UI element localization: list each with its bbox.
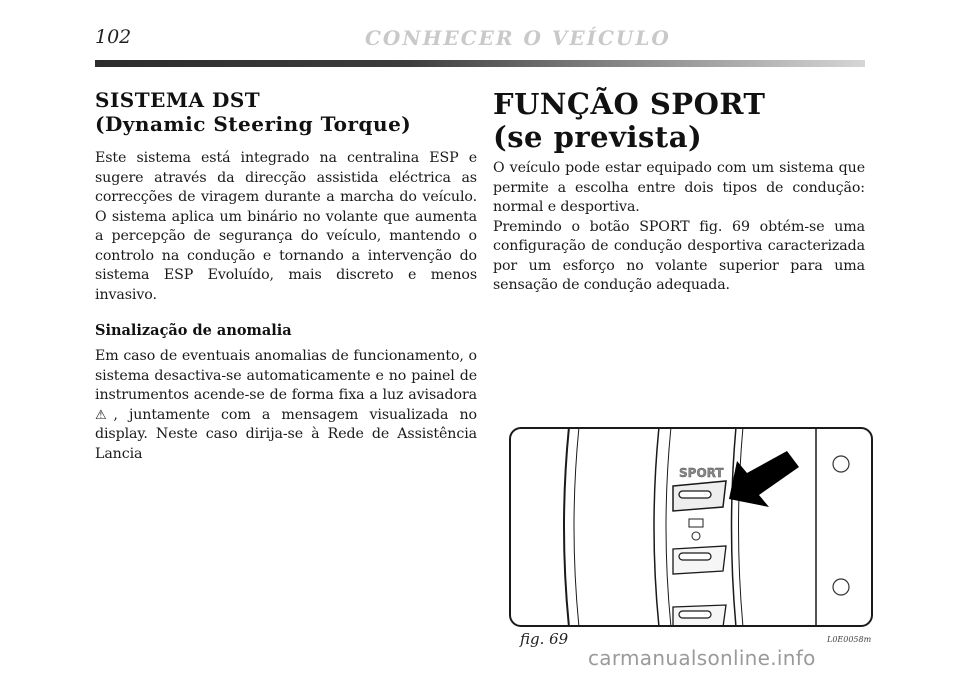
page-header [95, 26, 865, 56]
anomaly-body [95, 347, 477, 464]
sport-title-line2: (se prevista) [493, 120, 703, 154]
warning-triangle-icon: ⚠ [95, 407, 114, 423]
sport-title-line1: FUNÇÃO SPORT [493, 87, 766, 121]
header-rule [95, 60, 865, 67]
dst-title-line2: (Dynamic Steering Torque) [95, 112, 412, 136]
figure-caption: fig. 69 [520, 630, 569, 648]
watermark: carmanualsonline.info [588, 646, 816, 670]
anomaly-text-before: Em caso de eventuais anomalias de funcionamento, o sistema desactiva-se automaticamente e no painel de instrumentos acende-se de forma fixa a luz avisadora [95, 348, 477, 403]
sport-para-2: Premindo o botão SPORT fig. 69 obtém-se uma configuração de condução desportiva caracterizada por um esforço no volante superior para uma sensação de condução adequada. [493, 218, 865, 293]
section-title: CONHECER O VEÍCULO [365, 26, 671, 50]
anomaly-text-after: , juntamente com a mensagem visualizada no display. Neste caso dirija-se à Rede de Assistência Lancia [95, 406, 478, 462]
dst-column [95, 88, 477, 464]
dst-body: Este sistema está integrado na centralina ESP e sugere através da direcção assistida eléctrica as correcções de viragem durante a marcha do veículo. O sistema aplica um binário no volante que aumenta a percepção de segurança do veículo, mantendo o controlo na condução e tornando a intervenção do sistema ESP Evoluído, mais discreto e menos invasivo. [95, 150, 477, 303]
sport-button-label: SPORT [679, 466, 724, 480]
sport-column [493, 88, 865, 296]
pointer-arrow-icon [729, 451, 799, 507]
panel-screw-top [833, 456, 849, 472]
figure-69 [509, 427, 873, 627]
dst-title-line1: SISTEMA DST [95, 88, 261, 112]
dst-title [95, 88, 477, 136]
sport-para-1: O veículo pode estar equipado com um sistema que permite a escolha entre dois tipos de condução: normal e desportiva. [493, 160, 865, 215]
sport-title [493, 88, 865, 154]
steering-assist-icon [689, 519, 703, 527]
sport-button-illustration [511, 429, 871, 625]
anomaly-subhead: Sinalização de anomalia [95, 322, 292, 339]
page-number: 102 [95, 26, 132, 48]
figure-code: L0E0058m [827, 635, 872, 644]
panel-screw-bottom [833, 579, 849, 595]
